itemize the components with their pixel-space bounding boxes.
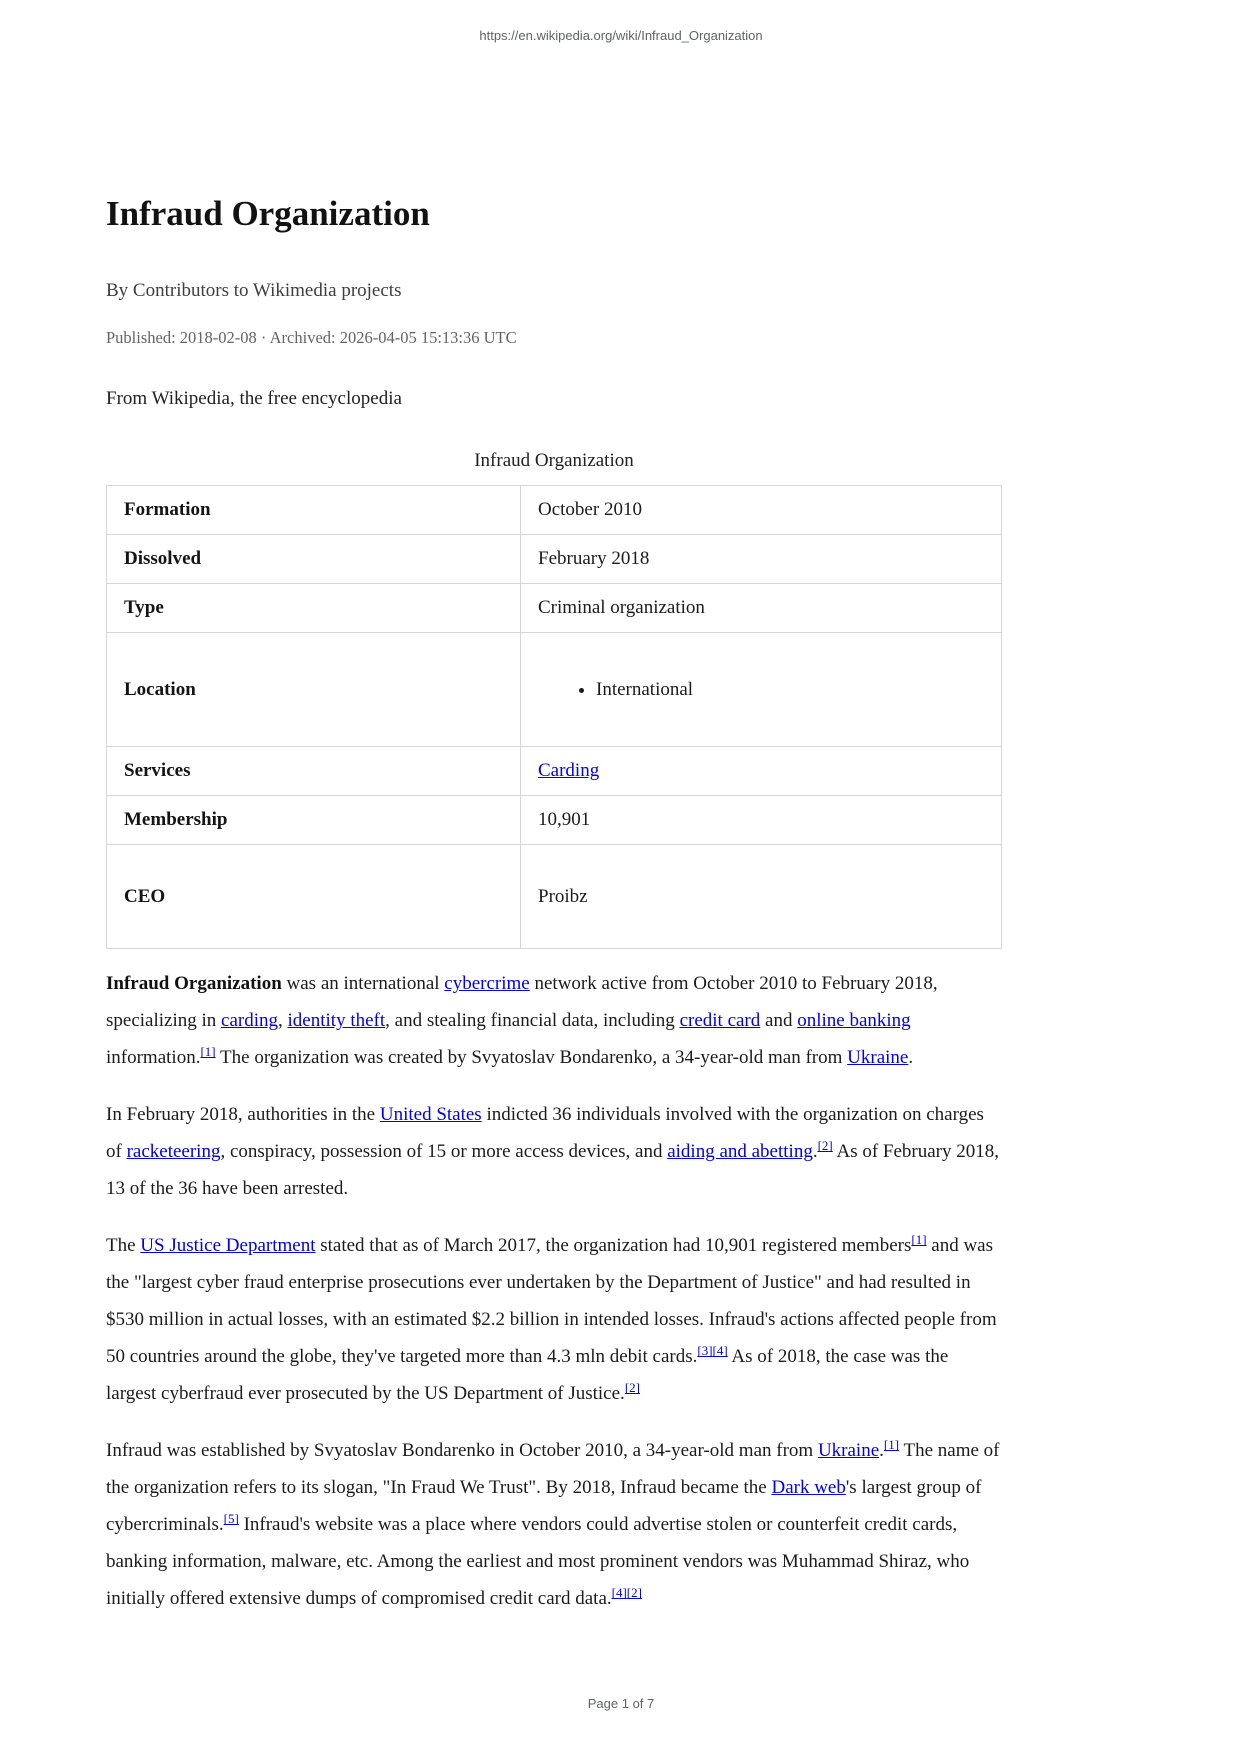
- ref-1[interactable]: [1]: [883, 1437, 900, 1453]
- ref-5[interactable]: [5]: [223, 1511, 239, 1527]
- text-run: .: [879, 1440, 884, 1462]
- article-body: [106, 965, 1002, 1617]
- infobox-body: [107, 486, 1002, 949]
- infobox-value: [521, 747, 1002, 796]
- reference: [612, 1585, 627, 1600]
- paragraph: [106, 965, 1002, 1076]
- text-run: As of February 2018, 13 of the 36 have been arrested.: [106, 1141, 999, 1200]
- text-run: .: [908, 1047, 914, 1069]
- infobox-row: [107, 747, 1002, 796]
- reference: [911, 1232, 926, 1247]
- ref-1[interactable]: [1]: [200, 1044, 216, 1060]
- text-run: As of 2018, the case was the largest cyberfraud ever prosecuted by the US Department of Justice.: [106, 1346, 949, 1405]
- infobox-label: Type: [107, 584, 521, 633]
- page-title: Infraud Organization: [106, 194, 430, 233]
- infobox-row: [107, 535, 1002, 584]
- link-online-banking[interactable]: online banking: [797, 1010, 911, 1032]
- byline: By Contributors to Wikimedia projects: [106, 280, 402, 302]
- infobox-row: [107, 486, 1002, 535]
- infobox-row: [107, 796, 1002, 845]
- ref-4[interactable]: [4]: [712, 1343, 728, 1359]
- text-run: and was the "largest cyber fraud enterprise prosecutions ever undertaken by the Department of Justice" and had resulted in $530 million in actual losses, with an estimated $2.2 billion in intended losses. Infraud's actions affected people from 50 countries around the globe, they've targeted more than 4.3 mln debit cards.: [106, 1235, 997, 1368]
- reference: [625, 1380, 640, 1395]
- infobox-label: Dissolved: [107, 535, 521, 584]
- link-ukraine[interactable]: Ukraine: [817, 1440, 880, 1462]
- text-run: The name of the organization refers to its slogan, "In Fraud We Trust". By 2018, Infraud became the: [106, 1440, 1000, 1499]
- infobox-label: Location: [107, 633, 521, 747]
- page-footer: Page 1 of 7: [587, 1696, 655, 1711]
- bold-text: Infraud Organization: [106, 973, 282, 995]
- text-run: .: [812, 1141, 818, 1163]
- link-aiding-and-abetting[interactable]: aiding and abetting: [667, 1141, 813, 1163]
- published-archived-line: Published: 2018-02-08 · Archived: 2026-04-05 15:13:36 UTC: [106, 328, 517, 348]
- reference: [818, 1138, 833, 1153]
- reference: [884, 1437, 899, 1452]
- infobox-label: CEO: [107, 845, 521, 949]
- infobox-value: October 2010: [521, 486, 1002, 535]
- text-run: ,: [278, 1010, 288, 1032]
- ref-2[interactable]: [2]: [624, 1380, 640, 1396]
- reference: [627, 1585, 642, 1600]
- source-line: From Wikipedia, the free encyclopedia: [106, 388, 402, 410]
- link-cybercrime[interactable]: cybercrime: [444, 973, 530, 995]
- ref-3[interactable]: [3]: [697, 1343, 713, 1359]
- infobox-table: [106, 485, 1002, 949]
- list-item: • International: [596, 679, 984, 701]
- text-run: network active from October 2010 to February 2018, specializing in: [106, 973, 938, 1032]
- ref-1[interactable]: [1]: [911, 1232, 927, 1248]
- link-dark-web[interactable]: Dark web: [771, 1477, 846, 1499]
- text-run: indicted 36 individuals involved with the organization on charges of: [106, 1104, 984, 1163]
- text-run: 's largest group of cybercriminals.: [106, 1477, 982, 1536]
- reference: [200, 1044, 215, 1059]
- infobox-label: Membership: [107, 796, 521, 845]
- reference: [697, 1343, 712, 1358]
- text-run: Infraud's website was a place where vendors could advertise stolen or counterfeit credit cards, banking information, malware, etc. Among the earliest and most prominent vendors was Muhammad Shiraz, who initially offered extensive dumps of compromised credit card data.: [106, 1514, 970, 1610]
- ref-4[interactable]: [4]: [611, 1585, 627, 1601]
- text-run: , conspiracy, possession of 15 or more access devices, and: [220, 1141, 668, 1163]
- print-header-url: https://en.wikipedia.org/wiki/Infraud_Organization: [479, 28, 763, 43]
- link-carding[interactable]: carding: [221, 1010, 279, 1032]
- link-us-justice-department[interactable]: US Justice Department: [140, 1235, 316, 1257]
- text-run: was an international: [281, 973, 445, 995]
- infobox-row: [107, 845, 1002, 949]
- link-racketeering[interactable]: racketeering: [126, 1141, 221, 1163]
- link-credit-card[interactable]: credit card: [679, 1010, 761, 1032]
- paragraph: [106, 1096, 1002, 1207]
- link-ukraine[interactable]: Ukraine: [847, 1047, 909, 1069]
- text-run: information.: [106, 1047, 201, 1069]
- infobox-value: Proibz: [521, 845, 1002, 949]
- article: [106, 0, 1002, 1637]
- infobox-value-list: [538, 679, 984, 701]
- paragraph: [106, 1432, 1002, 1617]
- ref-2[interactable]: [2]: [626, 1585, 642, 1601]
- reference: [224, 1511, 239, 1526]
- reference: [713, 1343, 728, 1358]
- text-run: stated that as of March 2017, the organization had 10,901 registered members: [315, 1235, 912, 1257]
- text-run: Infraud was established by Svyatoslav Bondarenko in October 2010, a 34-year-old man from: [106, 1440, 818, 1462]
- link-united-states[interactable]: United States: [379, 1104, 482, 1126]
- infobox-caption: Infraud Organization: [474, 450, 634, 472]
- infobox-row: [107, 633, 1002, 747]
- text-run: The: [106, 1235, 141, 1257]
- paragraph: [106, 1227, 1002, 1412]
- text-run: The organization was created by Svyatoslav Bondarenko, a 34-year-old man from: [215, 1047, 848, 1069]
- infobox-value: 10,901: [521, 796, 1002, 845]
- infobox-value: February 2018: [521, 535, 1002, 584]
- ref-2[interactable]: [2]: [817, 1138, 833, 1154]
- link-identity-theft[interactable]: identity theft: [287, 1010, 386, 1032]
- infobox-value: Criminal organization: [521, 584, 1002, 633]
- infobox-label: Services: [107, 747, 521, 796]
- infobox-label: Formation: [107, 486, 521, 535]
- text-run: In February 2018, authorities in the: [106, 1104, 380, 1126]
- carding-link[interactable]: Carding: [538, 760, 600, 782]
- text-run: , and stealing financial data, including: [385, 1010, 680, 1032]
- text-run: and: [760, 1010, 798, 1032]
- infobox-value: [521, 633, 1002, 747]
- infobox-row: [107, 584, 1002, 633]
